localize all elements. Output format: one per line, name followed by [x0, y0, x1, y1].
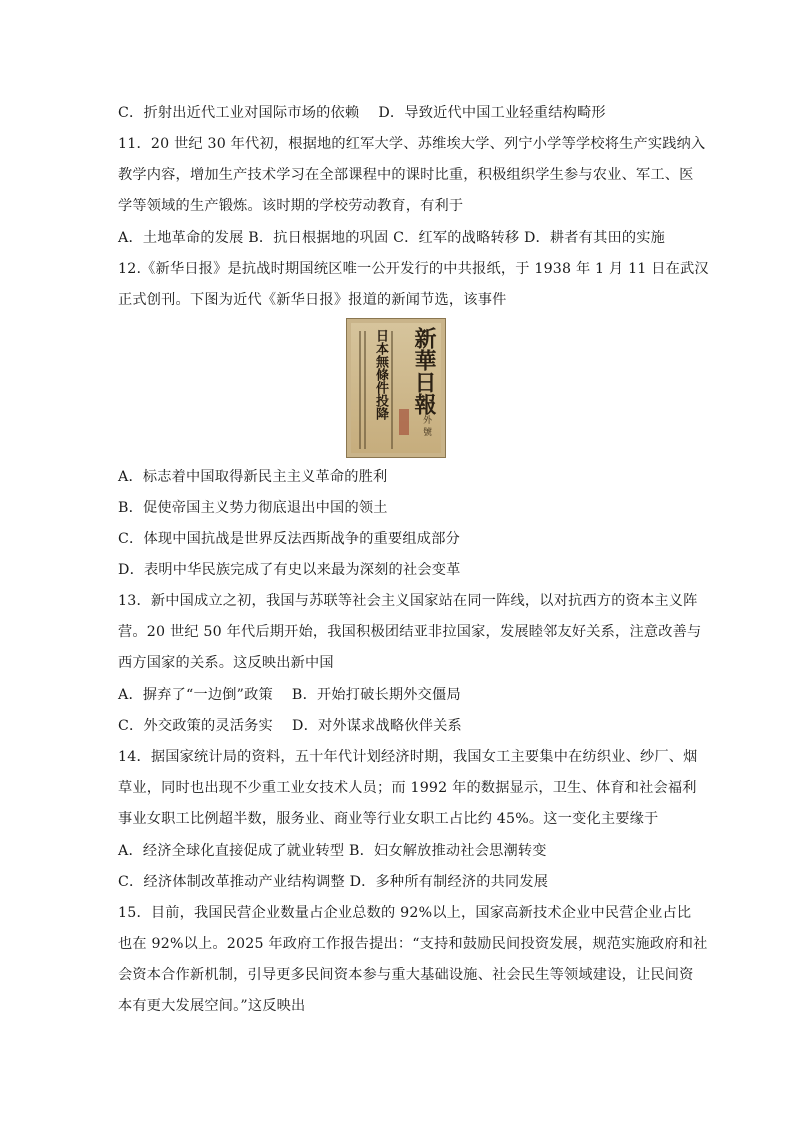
newspaper-image — [346, 318, 446, 458]
question-12-line-2: 正式创刊。下图为近代《新华日报》报道的新闻节选，该事件 — [118, 292, 507, 308]
question-11-options: A．土地革命的发展 B．抗日根据地的巩固 C．红军的战略转移 D．耕者有其田的实施 — [118, 230, 666, 246]
question-12-option-a: A．标志着中国取得新民主主义革命的胜利 — [118, 469, 388, 485]
question-14-options-ab: A．经济全球化直接促成了就业转型 B．妇女解放推动社会思潮转变 — [118, 843, 547, 859]
newspaper-text-column — [359, 331, 361, 449]
newspaper-edition: 外 號 — [421, 415, 431, 436]
question-12-option-d: D．表明中华民族完成了有史以来最为深刻的社会变革 — [118, 562, 461, 578]
newspaper-text-column — [391, 331, 393, 449]
question-13-line-3: 西方国家的关系。这反映出新中国 — [118, 655, 334, 671]
question-13-line-1: 13．新中国成立之初，我国与苏联等社会主义国家站在同一阵线，以对抗西方的资本主义阵 — [118, 593, 698, 609]
question-12-option-c: C．体现中国抗战是世界反法西斯战争的重要组成部分 — [118, 531, 460, 547]
question-13-options-ab: A．摒弃了“一边倒”政策 B．开始打破长期外交僵局 — [118, 687, 461, 703]
question-15-line-1: 15．目前，我国民营企业数量占企业总数的 92%以上，国家高新技术企业中民营企业占比 — [118, 905, 692, 921]
question-11-line-3: 学等领域的生产锻炼。该时期的学校劳动教育，有利于 — [118, 198, 464, 214]
newspaper-masthead: 新華日報 — [411, 327, 437, 415]
question-14-options-cd: C．经济体制改革推动产业结构调整 D．多种所有制经济的共同发展 — [118, 874, 549, 890]
question-13-line-2: 营。20 世纪 50 年代后期开始，我国积极团结亚非拉国家，发展睦邻友好关系，注意改善与 — [118, 624, 702, 640]
question-12-line-1: 12.《新华日报》是抗战时期国统区唯一公开发行的中共报纸，于 1938 年 1 月 11 日在武汉 — [118, 261, 709, 277]
question-15-line-4: 本有更大发展空间。”这反映出 — [118, 998, 306, 1014]
question-13-options-cd: C．外交政策的灵活务实 D．对外谋求战略伙伴关系 — [118, 718, 462, 734]
newspaper-headline: 日本無條件投降 — [373, 329, 388, 420]
question-15-line-2: 也在 92%以上。2025 年政府工作报告提出：“支持和鼓励民间投资发展，规范实施政府和社 — [118, 936, 708, 952]
question-14-line-2: 草业，同时也出现不少重工业女技术人员；而 1992 年的数据显示，卫生、体育和社会福利 — [118, 780, 697, 796]
question-15-line-3: 会资本合作新机制，引导更多民间资本参与重大基础设施、社会民生等领域建设，让民间资 — [118, 967, 694, 983]
question-14-line-1: 14．据国家统计局的资料，五十年代计划经济时期，我国女工主要集中在纺织业、纱厂、烟 — [118, 749, 698, 765]
option-line-10cd: C．折射出近代工业对国际市场的依赖 D．导致近代中国工业轻重结构畸形 — [118, 105, 606, 121]
question-12-option-b: B．促使帝国主义势力彻底退出中国的领土 — [118, 500, 388, 516]
newspaper-text-column — [364, 331, 366, 449]
question-14-line-3: 事业女职工比例超半数，服务业、商业等行业女职工占比约 45%。这一变化主要缘于 — [118, 811, 659, 827]
newspaper-stamp — [399, 409, 409, 435]
question-11-line-2: 教学内容，增加生产技术学习在全部课程中的课时比重，积极组织学生参与农业、军工、医 — [118, 167, 694, 183]
question-11-line-1: 11．20 世纪 30 年代初，根据地的红军大学、苏维埃大学、列宁小学等学校将生产实践纳入 — [118, 136, 706, 152]
